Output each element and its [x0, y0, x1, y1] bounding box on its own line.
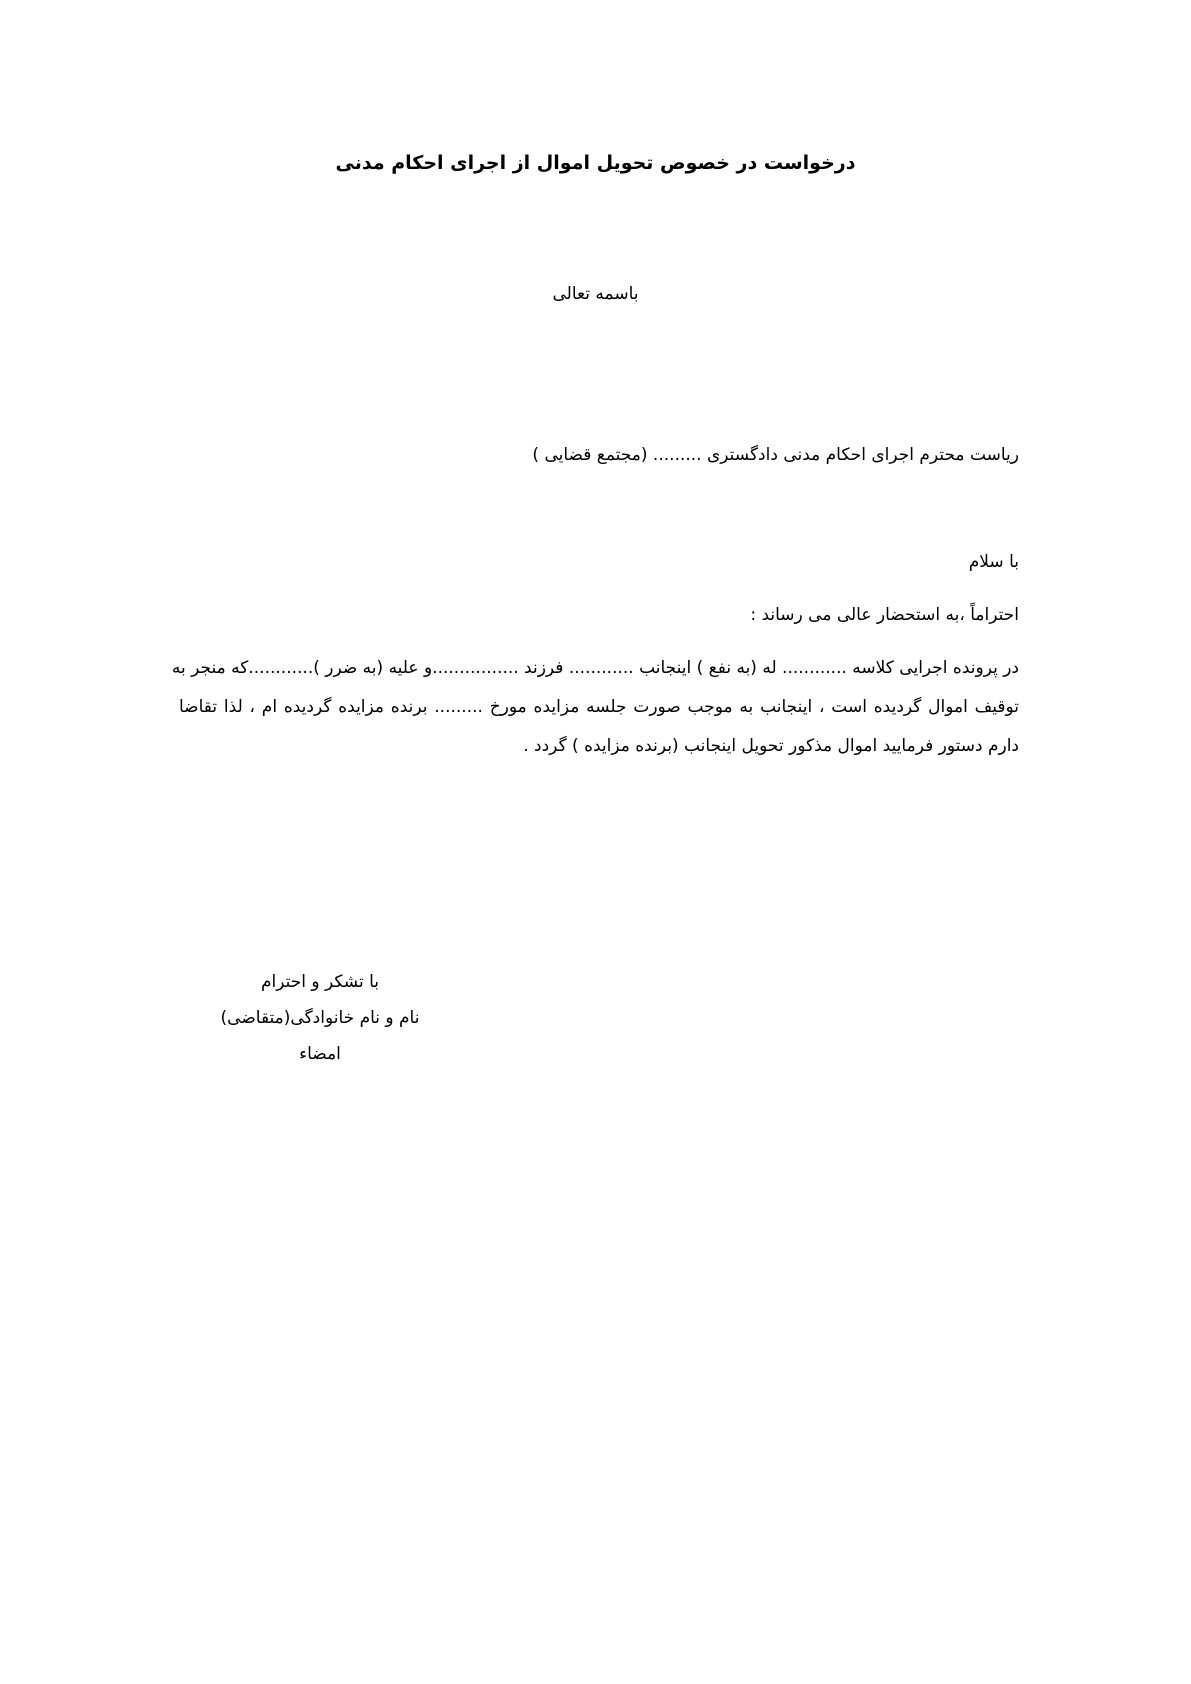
addressee-line: ریاست محترم اجرای احکام مدنی دادگستری ......... (مجتمع قضایی ) — [532, 445, 1019, 465]
greeting-line: با سلام — [968, 552, 1019, 572]
body-line-3: دارم دستور فرمایید اموال مذکور تحویل اینجانب (برنده مزایده ) گردد . — [523, 736, 1019, 756]
respect-line: احتراماً ،به استحضار عالی می رساند : — [750, 605, 1019, 625]
applicant-name-line: نام و نام خانوادگی(متقاضی) — [220, 1008, 420, 1028]
signature-line: امضاء — [299, 1044, 341, 1064]
signature-block — [200, 970, 440, 1078]
body-line-2: توقیف اموال گردیده است ، اینجانب به موجب صورت جلسه مزایده مورخ ......... برنده مزایده گردیده ام ، لذا تقاضا — [179, 697, 1019, 717]
body-paragraph — [171, 656, 1019, 773]
document-title: درخواست در خصوص تحویل اموال از اجرای احکام مدنی — [335, 152, 856, 174]
body-line-1: در پرونده اجرایی کلاسه ............ له (به نفع ) اینجانب ............ فرزند ................و علیه (به ضرر )............که منجر به — [171, 658, 1019, 678]
closing-line: با تشکر و احترام — [261, 972, 379, 992]
bismillah-heading: باسمه تعالی — [552, 284, 639, 304]
